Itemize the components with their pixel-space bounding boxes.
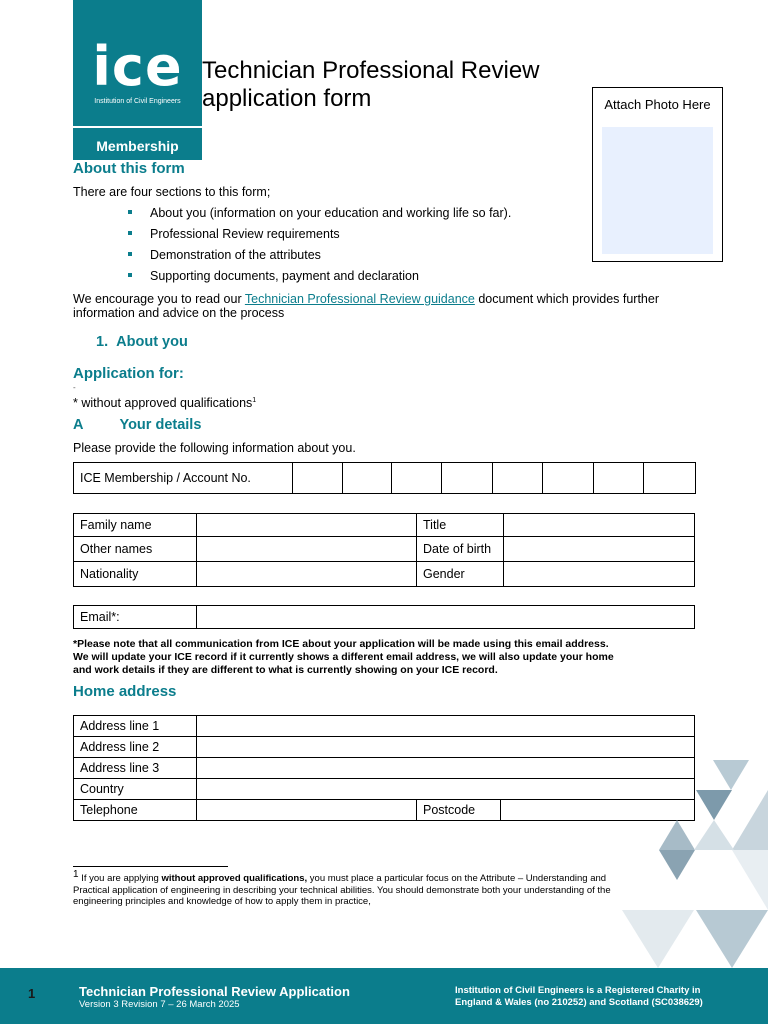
personal-details-table [73, 513, 695, 587]
family-name-label: Family name [74, 514, 197, 537]
home-address-table [73, 715, 695, 821]
footer-title: Technician Professional Review Application [79, 984, 350, 999]
about-intro: There are four sections to this form; [73, 185, 271, 199]
address-line-3-label: Address line 3 [74, 758, 197, 779]
address-line-3-field[interactable] [197, 758, 695, 779]
sections-list [127, 206, 511, 290]
section-1-heading: 1. About you [96, 334, 188, 350]
nationality-field[interactable] [197, 562, 417, 587]
encourage-text: We encourage you to read our Technician Professional Review guidance document which provides further information and advice on the process [73, 292, 659, 320]
page-title [202, 57, 592, 113]
table-row [74, 514, 695, 537]
title-line-2: application form [202, 85, 372, 112]
postcode-label: Postcode [417, 800, 501, 821]
membership-digit[interactable] [292, 463, 342, 494]
photo-box [592, 87, 723, 262]
nationality-label: Nationality [74, 562, 197, 587]
membership-digit[interactable] [644, 463, 696, 494]
country-label: Country [74, 779, 197, 800]
gender-field[interactable] [504, 562, 695, 587]
guidance-link[interactable]: Technician Professional Review guidance [244, 292, 475, 306]
photo-label: Attach Photo Here [604, 97, 711, 112]
gender-label: Gender [417, 562, 504, 587]
address-line-1-label: Address line 1 [74, 716, 197, 737]
membership-digit[interactable] [392, 463, 442, 494]
home-address-heading: Home address [73, 683, 177, 700]
table-row [74, 758, 695, 779]
date-of-birth-label: Date of birth [417, 537, 504, 562]
logo-mark: ice [92, 35, 183, 98]
membership-digit[interactable] [594, 463, 644, 494]
list-item: About you (information on your education and working life so far). [127, 206, 511, 227]
footnote: 1 If you are applying without approved qualifications, you must place a particular focus on the Attribute – Understanding and Practical application of engineering in describing your technical abilities. You should demonstrate both your understanding of the engineering principles and knowledge of how to apply them in practice, [73, 869, 611, 908]
page-footer [0, 968, 768, 1024]
table-row [74, 779, 695, 800]
list-item: Demonstration of the attributes [127, 248, 511, 269]
email-label: Email*: [74, 606, 197, 629]
address-line-2-label: Address line 2 [74, 737, 197, 758]
logo-subtitle: Institution of Civil Engineers [94, 98, 181, 105]
title-field[interactable] [504, 514, 695, 537]
footnote-ref: 1 [252, 397, 257, 404]
photo-upload-area[interactable] [602, 127, 713, 254]
other-names-label: Other names [74, 537, 197, 562]
page-number: 1 [28, 986, 36, 1001]
ice-logo [73, 0, 202, 126]
your-details-intro: Please provide the following information about you. [73, 441, 356, 455]
email-note: *Please note that all communication from ICE about your application will be made using this email address. We will update your ICE record if it currently shows a different email address, we will also update your home and work details if they are different to what is currently showing on your ICE record. [73, 638, 614, 676]
date-of-birth-field[interactable] [504, 537, 695, 562]
country-field[interactable] [197, 779, 695, 800]
footnote-rule [73, 866, 228, 867]
list-item: Supporting documents, payment and declaration [127, 269, 511, 290]
your-details-heading: A Your details [73, 417, 202, 433]
table-row [74, 716, 695, 737]
membership-digit[interactable] [442, 463, 493, 494]
footer-version: Version 3 Revision 7 – 26 March 2025 [79, 999, 240, 1010]
email-table [73, 605, 695, 629]
postcode-field[interactable] [501, 800, 695, 821]
membership-digit[interactable] [342, 463, 392, 494]
title-line-1: Technician Professional Review [202, 57, 540, 84]
footer-charity: Institution of Civil Engineers is a Registered Charity in England & Wales (no 210252) and Scotland (SC038629) [455, 985, 703, 1008]
table-row [74, 537, 695, 562]
other-names-field[interactable] [197, 537, 417, 562]
title-label: Title [417, 514, 504, 537]
table-row [74, 737, 695, 758]
membership-digit[interactable] [493, 463, 543, 494]
family-name-field[interactable] [197, 514, 417, 537]
application-option[interactable]: * without approved qualifications$^1$ [73, 396, 257, 411]
membership-band: Membership [73, 126, 202, 160]
address-line-1-field[interactable] [197, 716, 695, 737]
membership-label: ICE Membership / Account No. [74, 463, 293, 494]
membership-number-table [73, 462, 696, 494]
application-marker: - [73, 383, 76, 392]
address-line-2-field[interactable] [197, 737, 695, 758]
email-field[interactable] [197, 606, 695, 629]
application-heading: Application for: [73, 365, 184, 382]
table-row [74, 800, 695, 821]
list-item: Professional Review requirements [127, 227, 511, 248]
telephone-field[interactable] [197, 800, 417, 821]
telephone-label: Telephone [74, 800, 197, 821]
about-heading: About this form [73, 160, 185, 177]
membership-digit[interactable] [543, 463, 594, 494]
table-row [74, 562, 695, 587]
